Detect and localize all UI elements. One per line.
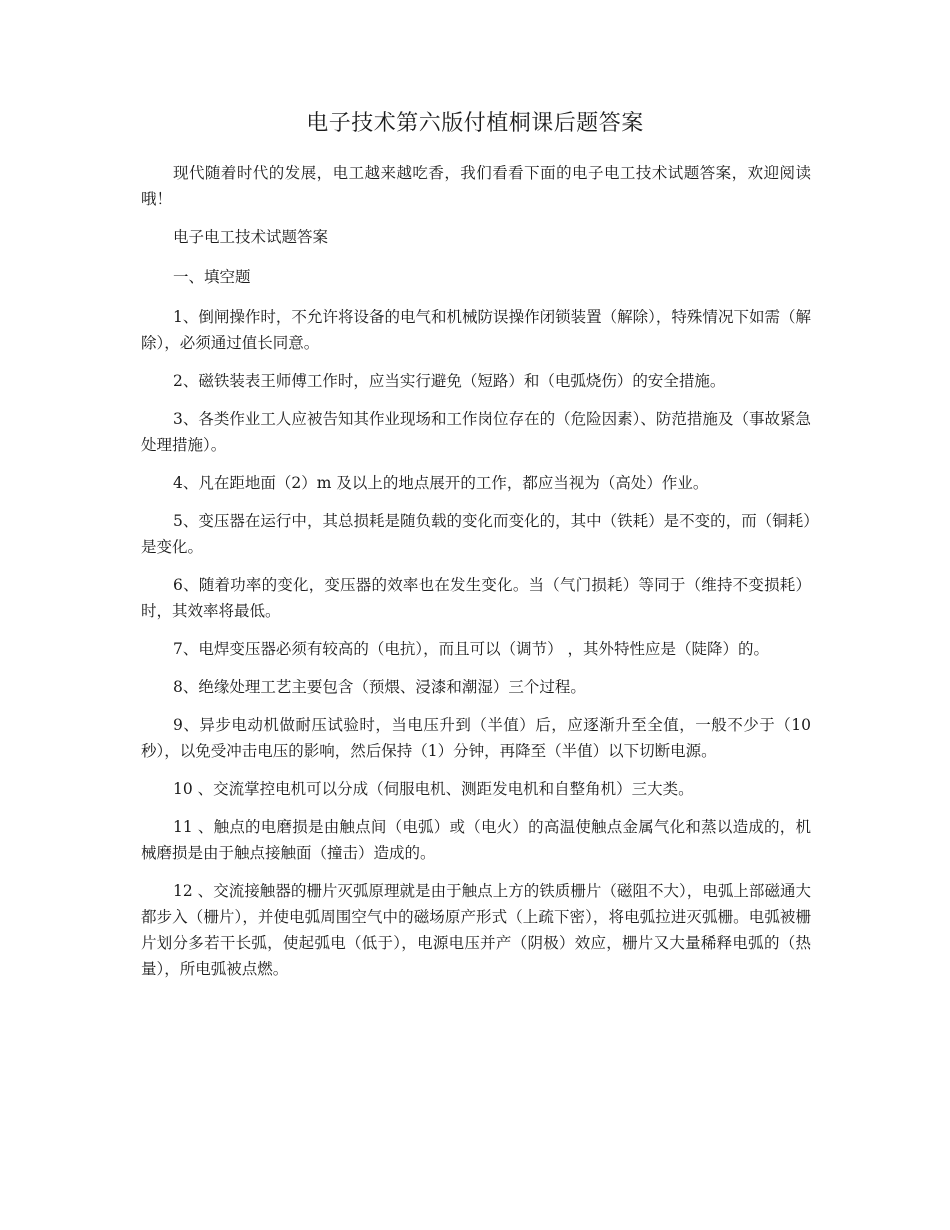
section-heading: 电子电工技术试题答案 bbox=[173, 228, 329, 246]
question-paragraph: 10 、交流掌控电机可以分成（伺服电机、测距发电机和自整角机）三大类。 bbox=[173, 780, 694, 798]
document-body bbox=[141, 160, 811, 994]
intro-paragraph: 现代随着时代的发展，电工越来越吃香，我们看看下面的电子电工技术试题答案，欢迎阅读哦！ bbox=[141, 164, 811, 208]
subsection-heading: 一、填空题 bbox=[173, 268, 251, 286]
question-paragraph: 8、绝缘处理工艺主要包含（预煨、浸漆和潮湿）三个过程。 bbox=[173, 678, 586, 696]
question-paragraph: 5、变压器在运行中，其总损耗是随负载的变化而变化的，其中（铁耗）是不变的，而（铜耗）是变化。 bbox=[141, 512, 811, 556]
question-paragraph: 7、电焊变压器必须有较高的（电抗），而且可以（调节） ，其外特性应是（陡降）的。 bbox=[173, 640, 770, 658]
question-paragraph: 12 、交流接触器的栅片灭弧原理就是由于触点上方的铁质栅片（磁阻不大），电弧上部磁通大都步入（栅片），并使电弧周围空气中的磁场原产形式（上疏下密），将电弧拉进灭弧栅。电弧被栅片划分多若干长弧，使起弧电（低于），电源电压并产（阴极）效应，栅片又大量稀释电弧的（热量），所电弧被点燃。 bbox=[141, 882, 811, 978]
question-paragraph: 11 、触点的电磨损是由触点间（电弧）或（电火）的高温使触点金属气化和蒸以造成的，机械磨损是由于触点接触面（撞击）造成的。 bbox=[141, 818, 811, 862]
question-paragraph: 1、倒闸操作时，不允许将设备的电气和机械防误操作闭锁装置（解除），特殊情况下如需（解除），必须通过值长同意。 bbox=[141, 308, 811, 352]
question-paragraph: 6、随着功率的变化，变压器的效率也在发生变化。当（气门损耗）等同于（维持不变损耗）时，其效率将最低。 bbox=[141, 576, 811, 620]
question-paragraph: 4、凡在距地面（2）m 及以上的地点展开的工作，都应当视为（高处）作业。 bbox=[173, 474, 709, 492]
question-paragraph: 9、异步电动机做耐压试验时，当电压升到（半值）后，应逐渐升至全值，一般不少于（10 秒），以免受冲击电压的影响，然后保持（1）分钟，再降至（半值）以下切断电源。 bbox=[141, 716, 811, 760]
question-paragraph: 2、磁铁装表王师傅工作时，应当实行避免（短路）和（电弧烧伤）的安全措施。 bbox=[173, 372, 726, 390]
document-title: 电子技术第六版付植桐课后题答案 bbox=[306, 111, 644, 136]
question-paragraph: 3、各类作业工人应被告知其作业现场和工作岗位存在的（危险因素）、防范措施及（事故紧急处理措施）。 bbox=[141, 410, 811, 454]
